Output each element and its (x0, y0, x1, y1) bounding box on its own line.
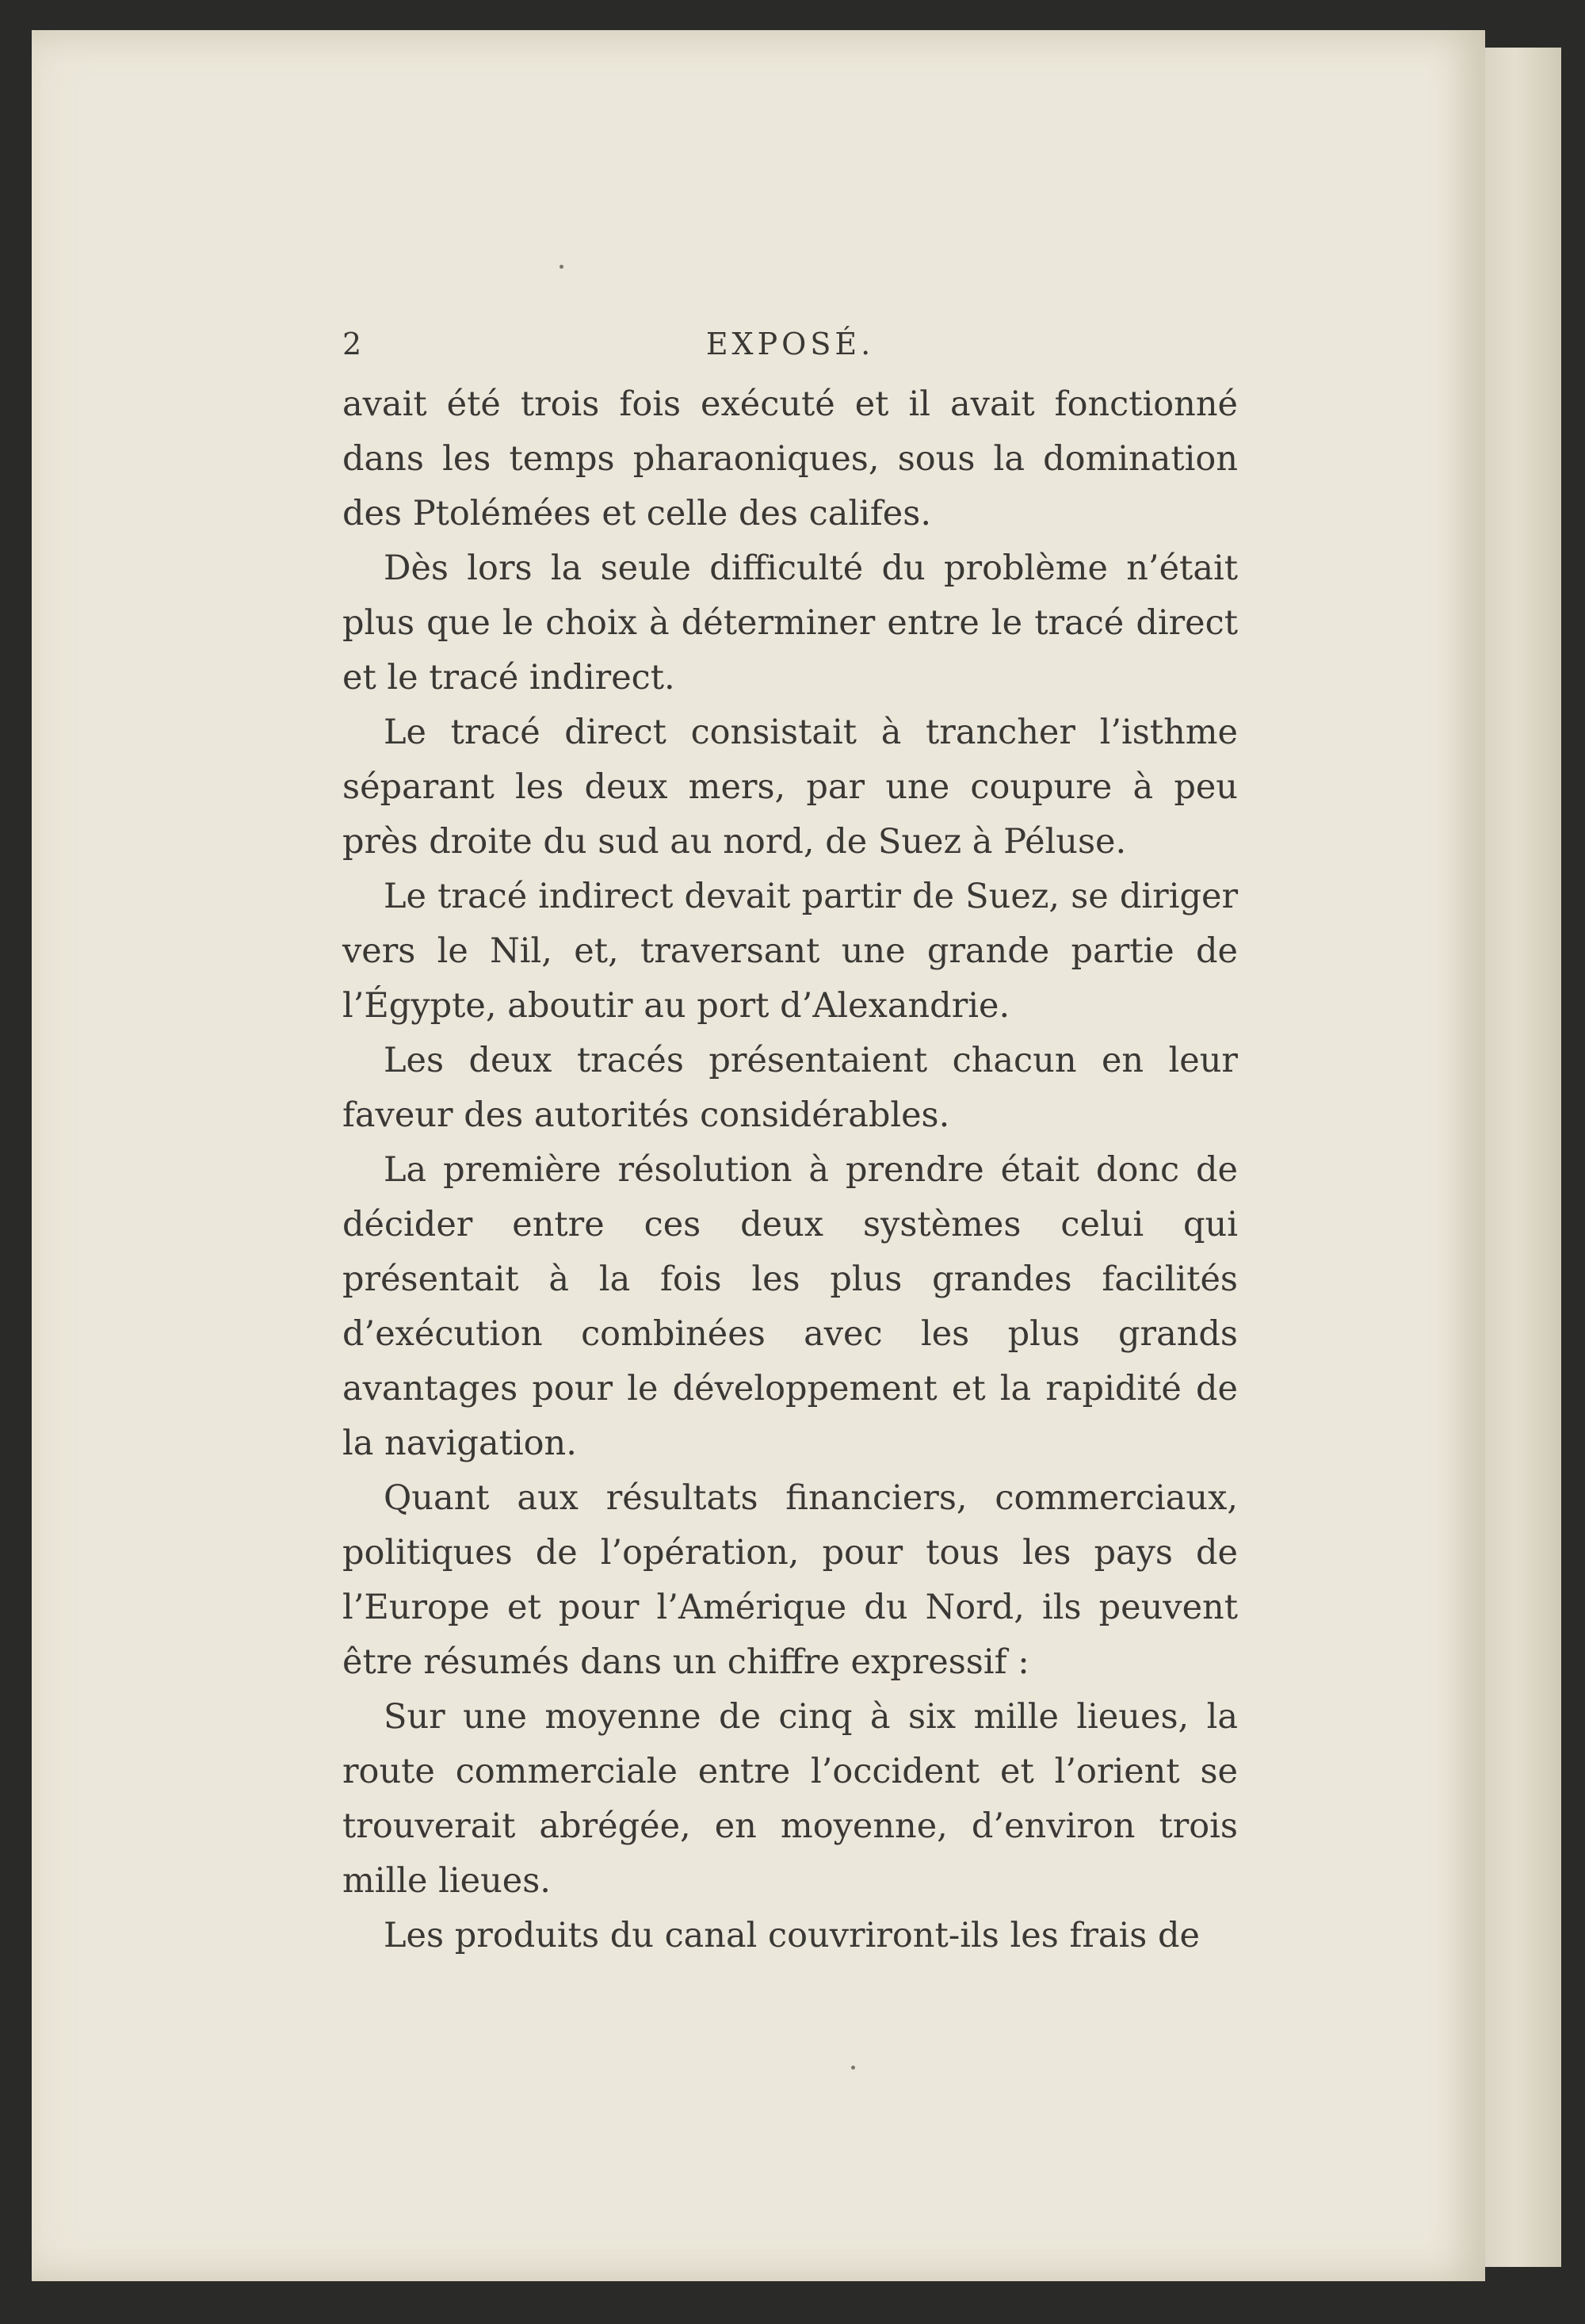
facing-page-edge (1485, 48, 1561, 2267)
paragraph: La première résolution à prendre était donc de décider entre ces deux systèmes celui qui présentait à la fois les plus grandes facilités d’exécution combinées avec les plus grands avantages pour le développement et la rapidité de la navigation. (342, 1150, 1238, 1463)
paragraph: Les deux tracés présentaient chacun en leur faveur des autorités considérables. (342, 1041, 1238, 1135)
paragraph: Sur une moyenne de cinq à six mille lieues, la route commerciale entre l’occident et l’orient se trouverait abrégée, en moyenne, d’environ trois mille lieues. (342, 1697, 1238, 1901)
paragraph: Le tracé indirect devait partir de Suez, se diriger vers le Nil, et, traversant une grande partie de l’Égypte, aboutir au port d’Alexandrie. (342, 877, 1238, 1026)
paper-speck (560, 265, 563, 269)
page-number: 2 (342, 327, 362, 361)
paper-speck (851, 2066, 855, 2070)
paragraph: Les produits du canal couvriront-ils les frais de (384, 1916, 1201, 1955)
paragraph: Le tracé direct consistait à trancher l’isthme séparant les deux mers, par une coupure à peu près droite du sud au nord, de Suez à Péluse. (342, 713, 1238, 862)
paragraph: Quant aux résultats financiers, commerciaux, politiques de l’opération, pour tous les pays de l’Europe et pour l’Amérique du Nord, ils peuvent être résumés dans un chiffre expressif : (342, 1478, 1238, 1682)
paragraph: Dès lors la seule difficulté du problème n’était plus que le choix à déterminer entre le tracé direct et le tracé indirect. (342, 549, 1238, 698)
running-title: EXPOSÉ. (705, 327, 875, 361)
body-text (342, 377, 1238, 1963)
running-header (342, 323, 1238, 371)
paragraph: avait été trois fois exécuté et il avait fonctionné dans les temps pharaoniques, sous la domination des Ptolémées et celle des califes. (342, 384, 1238, 533)
